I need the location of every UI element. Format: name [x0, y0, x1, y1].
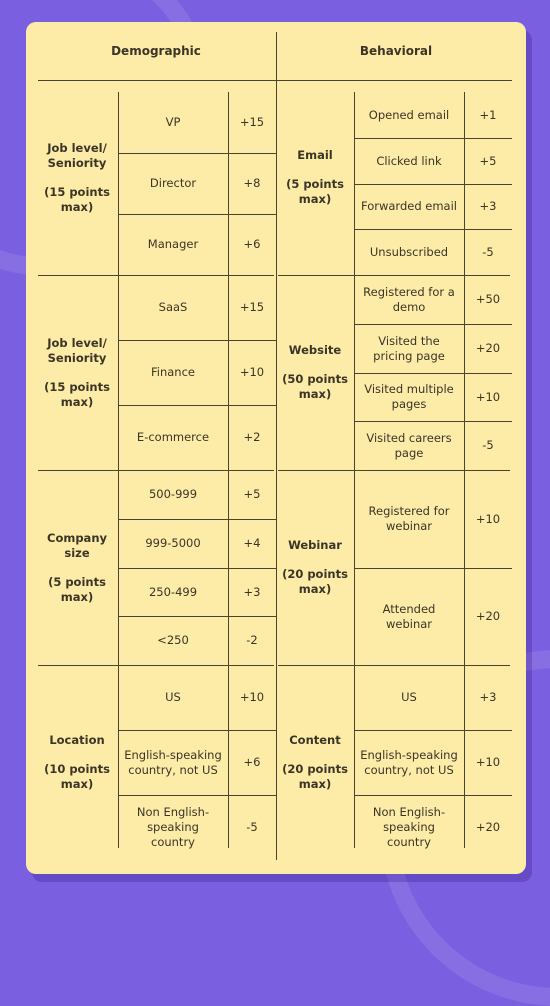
- behavioral-group-3-max: (20 points max): [282, 762, 348, 791]
- behavioral-row-points: +50: [475, 292, 501, 306]
- behavioral-row-points: +3: [479, 199, 497, 213]
- demographic-row-points: +6: [243, 237, 261, 251]
- demographic-group-0-title: Job level/ Seniority: [47, 140, 107, 170]
- demographic-column-divider: [118, 665, 119, 848]
- behavioral-group-0: [276, 80, 354, 275]
- demographic-group-3: [36, 665, 118, 860]
- behavioral-row-label: Forwarded email: [361, 199, 457, 213]
- behavioral-row-points: +20: [475, 341, 501, 355]
- behavioral-group-1: [276, 275, 354, 470]
- behavioral-row-label: Unsubscribed: [369, 244, 449, 259]
- demographic-group-3-title: Location: [49, 733, 105, 747]
- demographic-row-points: +15: [239, 115, 265, 129]
- behavioral-row-label: English-speaking country, not US: [360, 747, 458, 777]
- demographic-row-points: -5: [246, 820, 258, 834]
- demographic-row-label: 500-999: [148, 487, 198, 501]
- behavioral-row-label: Registered for webinar: [368, 504, 450, 533]
- demographic-row-label: E-commerce: [136, 430, 210, 444]
- demographic-group-1: [36, 275, 118, 470]
- demographic-row-label: Non English-speaking country: [136, 805, 210, 849]
- demographic-column-divider: [118, 92, 119, 275]
- demographic-row-points: +3: [243, 584, 261, 599]
- demographic-row-points: +5: [243, 487, 261, 501]
- behavioral-header: Behavioral: [359, 44, 433, 58]
- demographic-group-1-title: Job level/ Seniority: [47, 335, 107, 365]
- demographic-row-points: +2: [243, 430, 261, 444]
- scoring-card: [26, 22, 526, 874]
- behavioral-row-label: Opened email: [368, 107, 450, 122]
- demographic-group-2-title: Company size: [47, 530, 107, 560]
- demographic-row-label: Manager: [147, 237, 199, 251]
- demographic-row-points: +8: [243, 176, 261, 190]
- behavioral-row-points: +10: [475, 755, 501, 769]
- demographic-group-1-max: (15 points max): [44, 379, 110, 409]
- behavioral-group-1-max: (50 points max): [282, 372, 348, 401]
- demographic-row-label: Finance: [151, 365, 195, 379]
- behavioral-group-0-max: (5 points max): [286, 177, 344, 206]
- behavioral-row-points: +10: [475, 511, 501, 526]
- behavioral-row-label: Visited careers page: [366, 430, 452, 460]
- demographic-group-0-max: (15 points max): [44, 184, 110, 214]
- demographic-row-points: +15: [239, 300, 265, 314]
- behavioral-row-label: US: [401, 690, 417, 704]
- demographic-header: Demographic: [111, 44, 201, 58]
- behavioral-row-label: Clicked link: [376, 153, 442, 168]
- behavioral-group-3: [276, 665, 354, 860]
- behavioral-group-2-max: (20 points max): [282, 567, 348, 596]
- demographic-row-points: +10: [239, 365, 265, 379]
- demographic-row-label: 250-499: [148, 584, 198, 599]
- behavioral-group-0-title: Email: [297, 148, 333, 162]
- behavioral-row-points: +20: [475, 609, 501, 623]
- behavioral-row-points: +20: [475, 820, 501, 834]
- demographic-row-label: <250: [157, 633, 189, 647]
- behavioral-row-points: +5: [479, 153, 497, 168]
- demographic-row-points: +4: [243, 536, 261, 550]
- demographic-group-0: [36, 80, 118, 275]
- demographic-row-label: VP: [165, 115, 181, 129]
- demographic-row-points: -2: [246, 633, 258, 647]
- demographic-row-label: US: [165, 690, 181, 704]
- demographic-group-3-max: (10 points max): [44, 762, 110, 791]
- demographic-row-label: English-speaking country, not US: [124, 747, 222, 777]
- lead-scoring-table: [36, 22, 516, 874]
- behavioral-row-points: +1: [479, 107, 497, 122]
- demographic-row-points: +6: [243, 755, 261, 769]
- behavioral-row-points: -5: [482, 244, 494, 259]
- behavioral-row-label: Visited the pricing page: [373, 333, 445, 363]
- behavioral-row-label: Attended webinar: [382, 601, 436, 631]
- behavioral-row-points: -5: [482, 438, 494, 452]
- behavioral-row-points: +3: [479, 690, 497, 704]
- behavioral-row-label: Non English-speaking country: [372, 805, 446, 849]
- behavioral-group-3-title: Content: [289, 733, 341, 747]
- behavioral-row-label: Visited multiple pages: [364, 382, 454, 411]
- behavioral-group-2-title: Webinar: [288, 538, 342, 552]
- demographic-row-label: 999-5000: [145, 536, 201, 550]
- behavioral-group-2: [276, 470, 354, 665]
- demographic-row-label: SaaS: [158, 300, 188, 314]
- demographic-group-2-max: (5 points max): [48, 574, 106, 604]
- behavioral-column-divider: [354, 665, 355, 848]
- demographic-row-label: Director: [149, 176, 197, 190]
- demographic-row-points: +10: [239, 690, 265, 704]
- behavioral-row-points: +10: [475, 389, 501, 404]
- demographic-group-2: [36, 470, 118, 665]
- demographic-column-divider: [118, 275, 119, 470]
- behavioral-row-label: Registered for a demo: [363, 284, 455, 314]
- behavioral-group-1-title: Website: [288, 343, 342, 357]
